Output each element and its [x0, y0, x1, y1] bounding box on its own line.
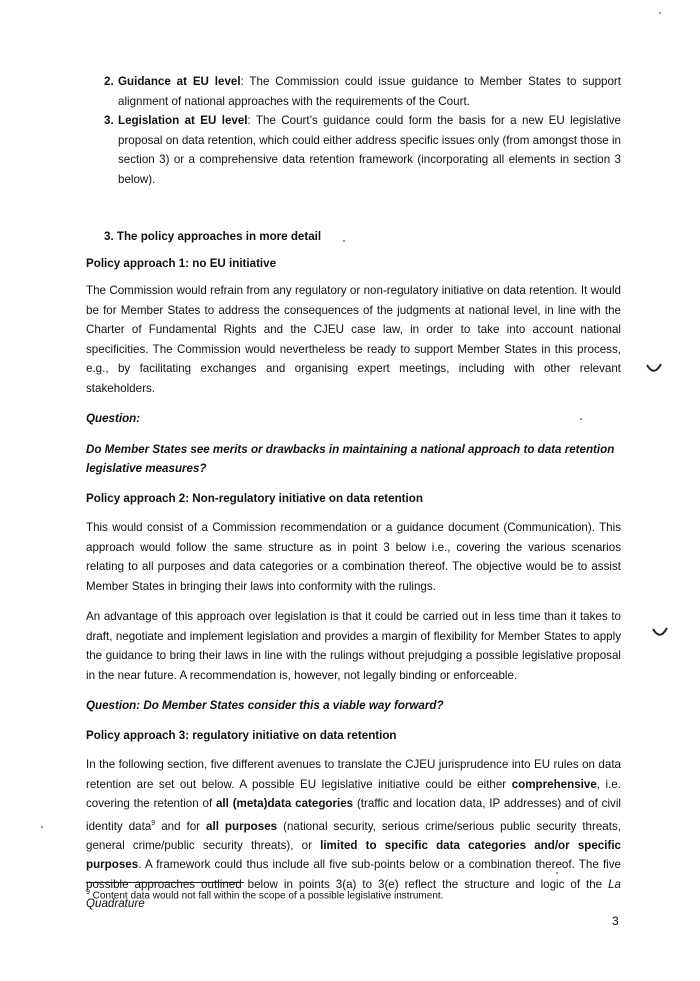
scan-speck — [659, 12, 661, 14]
list-number: 3. — [104, 114, 114, 127]
bold-run: all (meta)data categories — [215, 797, 354, 810]
policy-approach-2-body-2: An advantage of this approach over legislation is that it could be carried out in less time than it takes to draft, negotiate and implement legislation and provides a margin of flexibility for Member States to apply the guidance to bring their laws in line with the rulings without prejudging a possible legislative proposal in the near future. A recommendation is, however, not legally binding or enforceable. — [86, 610, 621, 682]
italic-run: La Quadrature — [86, 877, 621, 911]
section-heading: 3. The policy approaches in more detail — [104, 230, 322, 243]
question-label: Question: — [86, 412, 141, 425]
footnote-number: 9 — [86, 889, 90, 896]
text-run: In the following section, five different avenues to translate the CJEU jurisprudence into EU rules on data retention are set out below. A possible EU legislative initiative could be either — [86, 758, 621, 791]
list-item-text: : The Court’s guidance could form the basis for a new EU legislative proposal on data retention, which could either address specific issues only (from amongst those in section 3) or a comprehensive data retention framework (incorporating all elements in section 3 below). — [118, 114, 621, 186]
margin-mark-icon — [646, 362, 662, 374]
bold-run: all purposes — [206, 819, 278, 833]
bold-run: limited to specific data categories and/or specific purposes — [86, 838, 621, 872]
scan-speck — [580, 418, 582, 420]
list-item-title: Guidance at EU level — [118, 75, 241, 88]
text-run: (traffic and location data, IP addresses) and of civil identity data — [86, 797, 621, 833]
text-run: and for — [155, 819, 207, 833]
scan-speck — [343, 240, 345, 242]
footnote-divider — [86, 882, 244, 883]
policy-approach-2-title: Policy approach 2: Non-regulatory initiative on data retention — [86, 491, 423, 505]
policy-approach-2-body-1: This would consist of a Commission recommendation or a guidance document (Communication). This approach would follow the same structure as in point 3 below i.e., covering the various scenarios relating to all purposes and data categories or a combination thereof. The objective would be to assist Member States in bringing their laws into conformity with the rulings. — [86, 521, 621, 593]
scan-speck — [41, 826, 43, 828]
footnote-text: Content data would not fall within the scope of a possible legislative instrument. — [89, 890, 444, 902]
margin-mark-icon — [652, 626, 668, 638]
policy-approach-1-body: The Commission would refrain from any regulatory or non-regulatory initiative on data retention. It would be for Member States to address the consequences of the judgments at national level, in line with the Charter of Fundamental Rights and the CJEU case law, in order to take into account national specificities. The Commission would nevertheless be ready to support Member States in this process, e.g., by facilitating exchanges and organising expert meetings, including with other relevant stakeholders. — [86, 284, 621, 395]
policy-approach-3-title: Policy approach 3: regulatory initiative on data retention — [86, 728, 397, 742]
footnote — [86, 889, 443, 901]
list-item — [86, 111, 621, 189]
list-item-title: Legislation at EU level — [118, 114, 248, 127]
list-item — [86, 72, 621, 111]
page-number: 3 — [612, 914, 619, 928]
scan-speck — [556, 872, 558, 874]
policy-approach-1-question: Do Member States see merits or drawbacks in maintaining a national approach to data retention legislative measures? — [86, 442, 615, 475]
policy-approach-2-question: Question: Do Member States consider this a viable way forward? — [86, 699, 444, 712]
footnote-ref: 9 — [151, 819, 156, 827]
policy-approach-1-title: Policy approach 1: no EU initiative — [86, 256, 277, 270]
list-number: 2. — [104, 75, 114, 88]
text-run: . A framework could thus include all five sub-points below or a combination thereof. The five possible approaches outlined below in points 3(a) to 3(e) reflect the structure and logic of the — [86, 858, 621, 891]
bold-run: comprehensive — [511, 777, 597, 791]
options-list — [86, 72, 621, 189]
text-run: , i.e. covering the retention of — [86, 777, 621, 810]
document-body — [86, 72, 621, 925]
text-run: (national security, serious crime/serious public security threats, general crime/public security threats), or — [86, 819, 621, 852]
list-item-text: : The Commission could issue guidance to Member States to support alignment of national approaches with the requirements of the Court. — [118, 75, 621, 108]
